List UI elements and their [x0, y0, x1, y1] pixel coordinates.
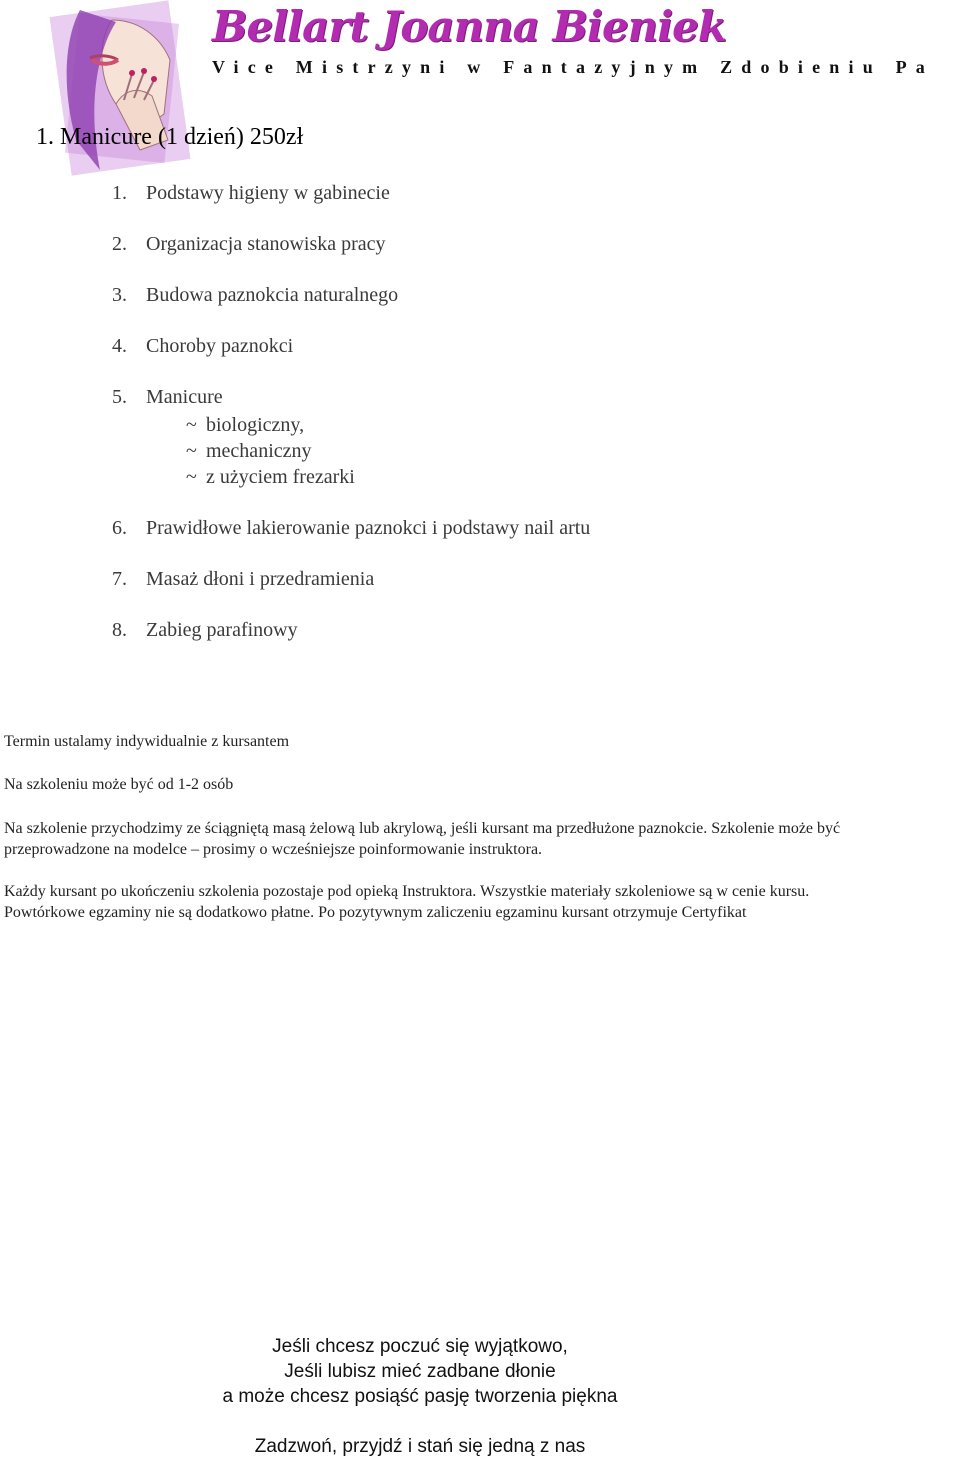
item-text: Masaż dłoni i przedramienia [146, 568, 375, 590]
closing-line: a może chcesz posiąść pasję tworzenia piękna [222, 1386, 618, 1407]
tilde-bullet: ~ [186, 466, 197, 488]
tilde-bullet: ~ [186, 440, 197, 462]
list-item [112, 335, 293, 358]
certificate-paragraph: Każdy kursant po ukończeniu szkolenia pozostaje pod opieką Instruktora. Wszystkie materiały szkoleniowe są w cenie kursu. Powtórkowe egzaminy nie są dodatkowo płatne. Po pozytywnym zaliczeniu egzaminu kursant otrzymuje Certyfikat [4, 883, 810, 921]
item-text: Budowa paznokcia naturalnego [146, 284, 399, 306]
list-item [112, 182, 390, 205]
list-item [112, 386, 223, 409]
item-text: Choroby paznokci [146, 335, 294, 357]
item-number: 8. [112, 619, 127, 641]
list-item [112, 517, 590, 540]
closing-line: Jeśli chcesz poczuć się wyjątkowo, [272, 1336, 568, 1357]
item-number: 6. [112, 517, 127, 539]
list-item [112, 284, 398, 307]
closing-line: Jeśli lubisz mieć zadbane dłonie [284, 1361, 556, 1382]
item-text: Zabieg parafinowy [146, 619, 298, 641]
closing-call-to-action: Zadzwoń, przyjdź i stań się jedną z nas [254, 1436, 586, 1457]
item-number: 1. [112, 182, 127, 204]
sub-list-item [186, 440, 312, 463]
brand-name: Bellart Joanna Bieniek [212, 2, 726, 51]
list-item [112, 619, 298, 642]
item-number: 4. [112, 335, 127, 357]
preparation-paragraph: Na szkolenie przychodzimy ze ściągniętą masą żelową lub akrylową, jeśli kursant ma przedłużone paznokcie. Szkolenie może być przeprowadzone na modelce – prosimy o wcześniejsze poinformowanie instruktora. [4, 820, 841, 858]
sub-item-text: mechaniczny [206, 440, 312, 462]
tilde-bullet: ~ [186, 414, 197, 436]
item-text: Podstawy higieny w gabinecie [146, 182, 390, 204]
group-size-note: Na szkoleniu może być od 1-2 osób [4, 776, 234, 793]
brand-subtitle: Vice Mistrzyni w Fantazyjnym Zdobieniu Pa [212, 57, 935, 77]
item-number: 7. [112, 568, 127, 590]
item-text: Manicure [146, 386, 223, 408]
sub-list-item [186, 414, 304, 437]
item-number: 5. [112, 386, 127, 408]
list-item [112, 568, 374, 591]
sub-item-text: z użyciem frezarki [206, 466, 355, 488]
item-number: 3. [112, 284, 127, 306]
list-item [112, 233, 386, 256]
item-text: Prawidłowe lakierowanie paznokci i podstawy nail artu [146, 517, 591, 539]
course-title: 1. Manicure (1 dzień) 250zł [36, 124, 304, 150]
woman-face-illustration-icon [20, 0, 220, 180]
sub-item-text: biologiczny, [206, 414, 305, 436]
term-note: Termin ustalamy indywidualnie z kursantem [4, 733, 290, 750]
item-text: Organizacja stanowiska pracy [146, 233, 386, 255]
item-number: 2. [112, 233, 127, 255]
sub-list-item [186, 466, 355, 489]
